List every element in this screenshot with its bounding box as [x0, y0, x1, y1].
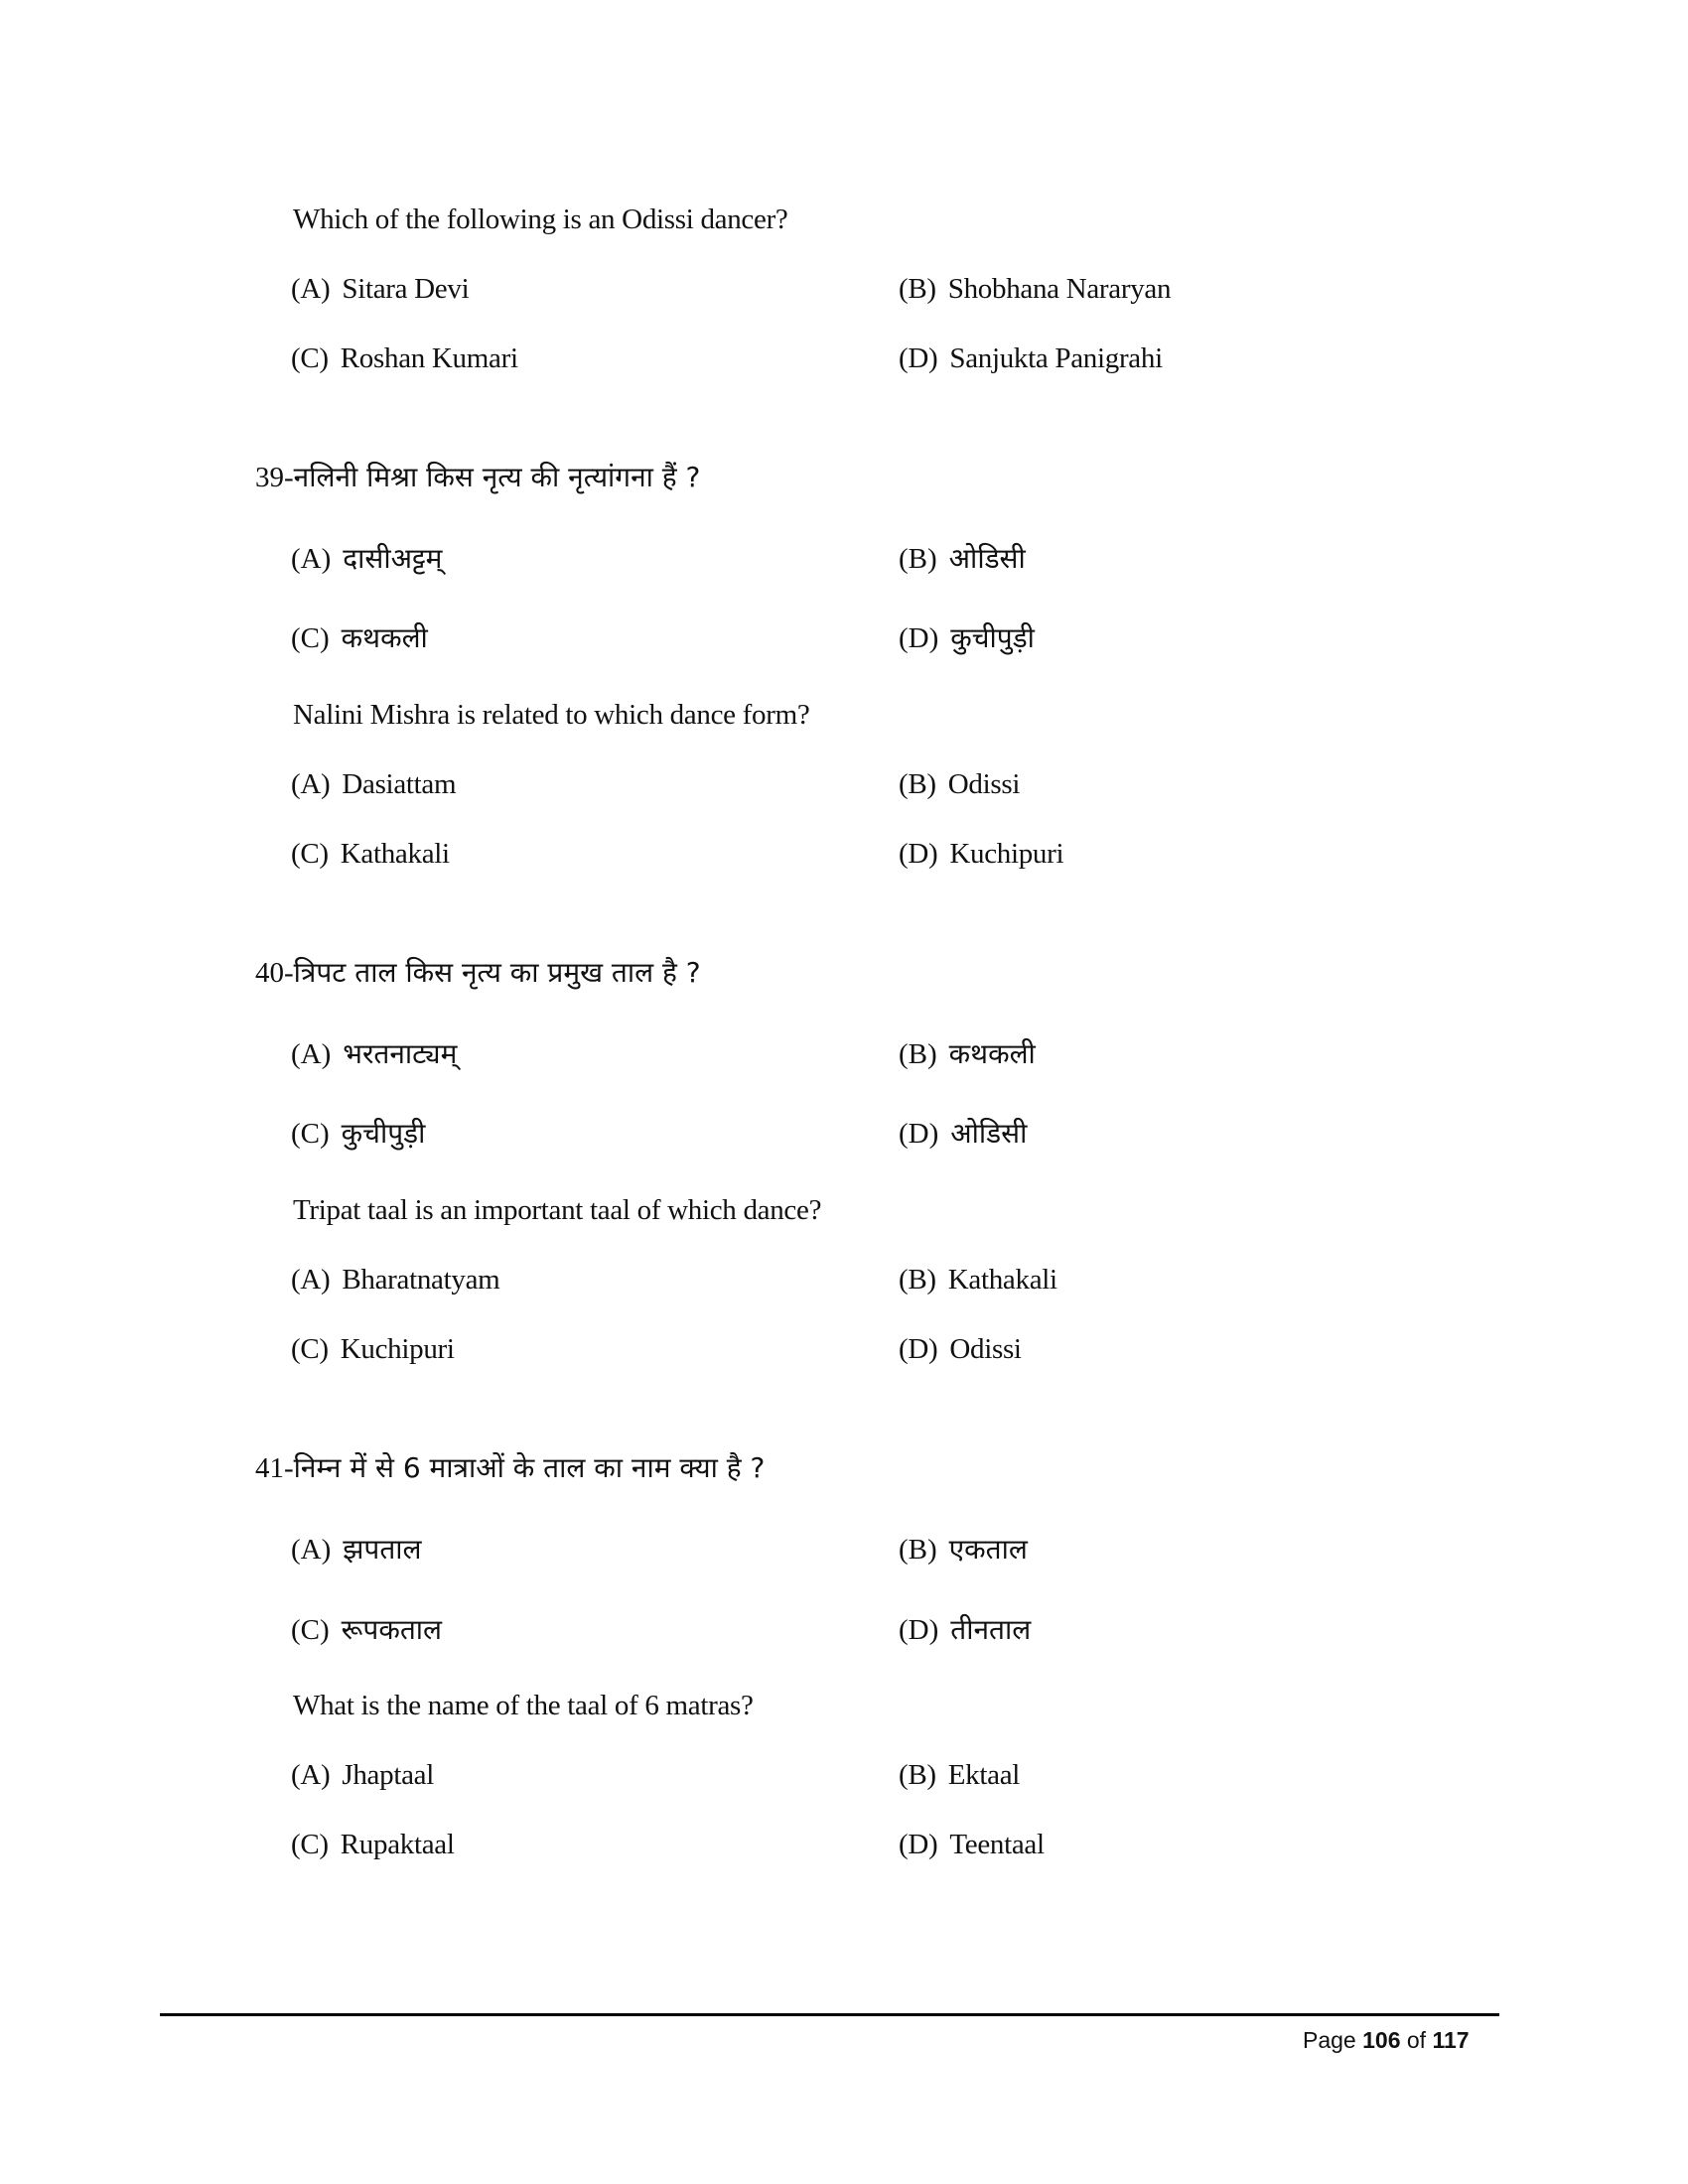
- option-label: (A): [291, 768, 331, 800]
- option-text: दासीअट्टम्: [343, 542, 443, 575]
- q40-english-option-d: [899, 1331, 1022, 1367]
- q39-hindi-option-a: [291, 541, 442, 577]
- option-label: (B): [899, 543, 937, 575]
- q38-option-b: [899, 271, 1171, 307]
- q39-hindi-option-c: [291, 620, 428, 656]
- q40-hindi-option-b: [899, 1036, 1036, 1072]
- question-number: 40-: [255, 957, 294, 989]
- q41-english-option-a: [291, 1757, 434, 1793]
- option-text: तीनताल: [950, 1613, 1032, 1646]
- option-text: Kuchipuri: [340, 1333, 455, 1365]
- option-text: Sitara Devi: [342, 273, 470, 305]
- option-text: Sanjukta Panigrahi: [949, 342, 1163, 374]
- option-label: (B): [899, 273, 936, 305]
- q40-english-option-a: [291, 1262, 499, 1297]
- option-label: (B): [899, 1038, 937, 1070]
- page-word: Page: [1303, 2027, 1356, 2053]
- option-label: (D): [899, 1333, 938, 1365]
- q39-english-option-a: [291, 766, 456, 802]
- option-text: झपताल: [343, 1533, 422, 1566]
- q40-hindi-option-d: [899, 1116, 1027, 1152]
- q41-hindi-option-c: [291, 1612, 442, 1648]
- option-text: एकताल: [948, 1533, 1028, 1566]
- option-label: (C): [291, 1333, 329, 1365]
- option-text: कथकली: [341, 621, 428, 654]
- q39-hindi-option-d: [899, 620, 1035, 656]
- q41-english-option-d: [899, 1827, 1045, 1862]
- q40-english-option-b: [899, 1262, 1057, 1297]
- q39-hindi-question: [255, 460, 700, 495]
- option-label: (C): [291, 342, 329, 374]
- q39-english-question: Nalini Mishra is related to which dance form?: [293, 699, 810, 731]
- q38-option-c: [291, 341, 518, 376]
- q40-hindi-question: [255, 955, 701, 991]
- option-text: Jhaptaal: [342, 1759, 434, 1791]
- footer-divider: [160, 2013, 1499, 2016]
- option-text: रूपकताल: [341, 1613, 443, 1646]
- q40-english-option-c: [291, 1331, 455, 1367]
- option-text: Kuchipuri: [949, 838, 1064, 870]
- option-text: Odissi: [949, 1333, 1022, 1365]
- option-label: (D): [899, 838, 938, 870]
- option-label: (B): [899, 1264, 936, 1296]
- q39-english-option-d: [899, 836, 1063, 872]
- option-label: (A): [291, 273, 331, 305]
- option-text: कुचीपुड़ी: [341, 1117, 426, 1150]
- option-text: ओडिसी: [950, 1117, 1028, 1150]
- total-pages: 117: [1432, 2027, 1470, 2053]
- option-label: (D): [899, 342, 938, 374]
- q38-english-question: Which of the following is an Odissi dancer?: [293, 204, 788, 235]
- option-label: (C): [291, 622, 330, 654]
- option-label: (D): [899, 622, 939, 654]
- option-text: कथकली: [948, 1037, 1036, 1070]
- q40-hindi-option-c: [291, 1116, 425, 1152]
- option-label: (B): [899, 768, 936, 800]
- option-label: (D): [899, 1614, 939, 1646]
- q40-hindi-option-a: [291, 1036, 457, 1072]
- q40-english-question: Tripat taal is an important taal of which dance?: [293, 1194, 822, 1226]
- option-text: कुचीपुड़ी: [950, 621, 1035, 654]
- question-text: निम्न में से 6 मात्राओं के ताल का नाम क्या है ?: [293, 1451, 766, 1484]
- option-label: (C): [291, 1118, 330, 1150]
- option-label: (A): [291, 1534, 332, 1566]
- option-label: (A): [291, 1759, 331, 1791]
- question-text: त्रिपट ताल किस नृत्य का प्रमुख ताल है ?: [293, 956, 701, 989]
- page-number: [1303, 2025, 1470, 2055]
- option-label: (A): [291, 543, 332, 575]
- option-label: (C): [291, 1614, 330, 1646]
- q41-english-option-c: [291, 1827, 455, 1862]
- option-text: Teentaal: [949, 1829, 1045, 1860]
- option-text: ओडिसी: [948, 542, 1026, 575]
- option-text: Odissi: [947, 768, 1021, 800]
- q39-hindi-option-b: [899, 541, 1026, 577]
- option-label: (C): [291, 838, 329, 870]
- option-text: Ektaal: [947, 1759, 1021, 1791]
- q38-option-d: [899, 341, 1163, 376]
- option-label: (B): [899, 1759, 936, 1791]
- option-text: Bharatnatyam: [342, 1264, 500, 1296]
- q41-hindi-option-d: [899, 1612, 1031, 1648]
- q41-hindi-option-a: [291, 1532, 422, 1568]
- q41-english-option-b: [899, 1757, 1020, 1793]
- option-text: Shobhana Nararyan: [947, 273, 1172, 305]
- question-number: 41-: [255, 1452, 294, 1484]
- option-text: भरतनाट्यम्: [343, 1037, 458, 1070]
- option-text: Kathakali: [340, 838, 450, 870]
- current-page: 106: [1362, 2027, 1401, 2053]
- q41-hindi-question: [255, 1450, 765, 1486]
- option-text: Rupaktaal: [340, 1829, 455, 1860]
- option-label: (A): [291, 1038, 332, 1070]
- of-word: of: [1406, 2027, 1427, 2053]
- q39-english-option-b: [899, 766, 1020, 802]
- option-text: Roshan Kumari: [340, 342, 518, 374]
- option-label: (C): [291, 1829, 329, 1860]
- q41-hindi-option-b: [899, 1532, 1028, 1568]
- option-text: Kathakali: [947, 1264, 1057, 1296]
- q41-english-question: What is the name of the taal of 6 matras?: [293, 1690, 754, 1721]
- option-label: (D): [899, 1829, 938, 1860]
- q39-english-option-c: [291, 836, 450, 872]
- option-label: (D): [899, 1118, 939, 1150]
- q38-option-a: [291, 271, 469, 307]
- question-number: 39-: [255, 462, 294, 493]
- option-label: (A): [291, 1264, 331, 1296]
- option-label: (B): [899, 1534, 937, 1566]
- question-text: नलिनी मिश्रा किस नृत्य की नृत्यांगना हैं ?: [293, 461, 701, 493]
- option-text: Dasiattam: [342, 768, 457, 800]
